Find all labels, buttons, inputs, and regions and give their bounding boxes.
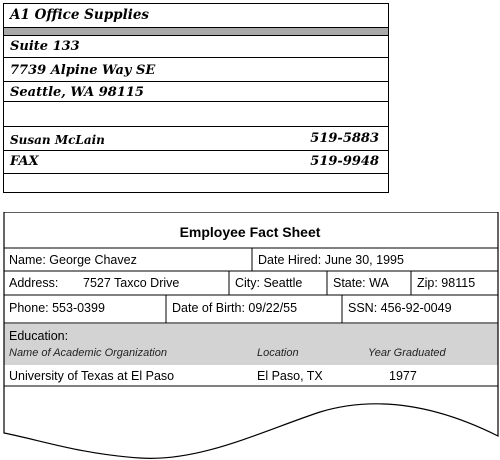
column-header-organization: Name of Academic Organization bbox=[9, 347, 167, 359]
rule bbox=[4, 173, 388, 174]
education-year: 1977 bbox=[389, 369, 417, 383]
rule bbox=[4, 101, 388, 102]
address-line-3: Seattle, WA 98115 bbox=[10, 85, 144, 100]
contact-name: Susan McLain bbox=[10, 133, 105, 147]
rule bbox=[4, 57, 388, 58]
contact-phone: 519-5883 bbox=[310, 131, 379, 146]
column-header-year: Year Graduated bbox=[368, 347, 446, 359]
address-line-2: 7739 Alpine Way SE bbox=[10, 63, 156, 78]
state: State: WA bbox=[333, 276, 389, 290]
header-divider-bar bbox=[4, 27, 388, 36]
phone: Phone: 553-0399 bbox=[9, 301, 105, 315]
employee-name: Name: George Chavez bbox=[9, 253, 137, 267]
office-supplies-card bbox=[3, 3, 389, 193]
education-heading: Education: bbox=[9, 329, 69, 343]
zip: Zip: 98115 bbox=[417, 276, 476, 290]
date-hired: Date Hired: June 30, 1995 bbox=[258, 253, 404, 267]
rule bbox=[4, 81, 388, 82]
date-of-birth: Date of Birth: 09/22/55 bbox=[172, 301, 298, 315]
address-value: 7527 Taxco Drive bbox=[83, 276, 180, 290]
fact-sheet-title: Employee Fact Sheet bbox=[179, 224, 321, 240]
company-name: A1 Office Supplies bbox=[10, 7, 150, 23]
employee-fact-sheet bbox=[0, 212, 500, 460]
address-label: Address: bbox=[9, 276, 59, 290]
fax-number: 519-9948 bbox=[310, 154, 379, 169]
fact-sheet-frame bbox=[0, 212, 500, 460]
address-line-1: Suite 133 bbox=[10, 39, 80, 54]
education-location: El Paso, TX bbox=[257, 369, 323, 383]
city: City: Seattle bbox=[235, 276, 303, 290]
education-organization: University of Texas at El Paso bbox=[9, 369, 175, 383]
rule bbox=[4, 150, 388, 151]
column-header-location: Location bbox=[257, 347, 299, 359]
rule bbox=[4, 126, 388, 127]
fax-label: FAX bbox=[10, 154, 39, 169]
ssn: SSN: 456-92-0049 bbox=[348, 301, 452, 315]
